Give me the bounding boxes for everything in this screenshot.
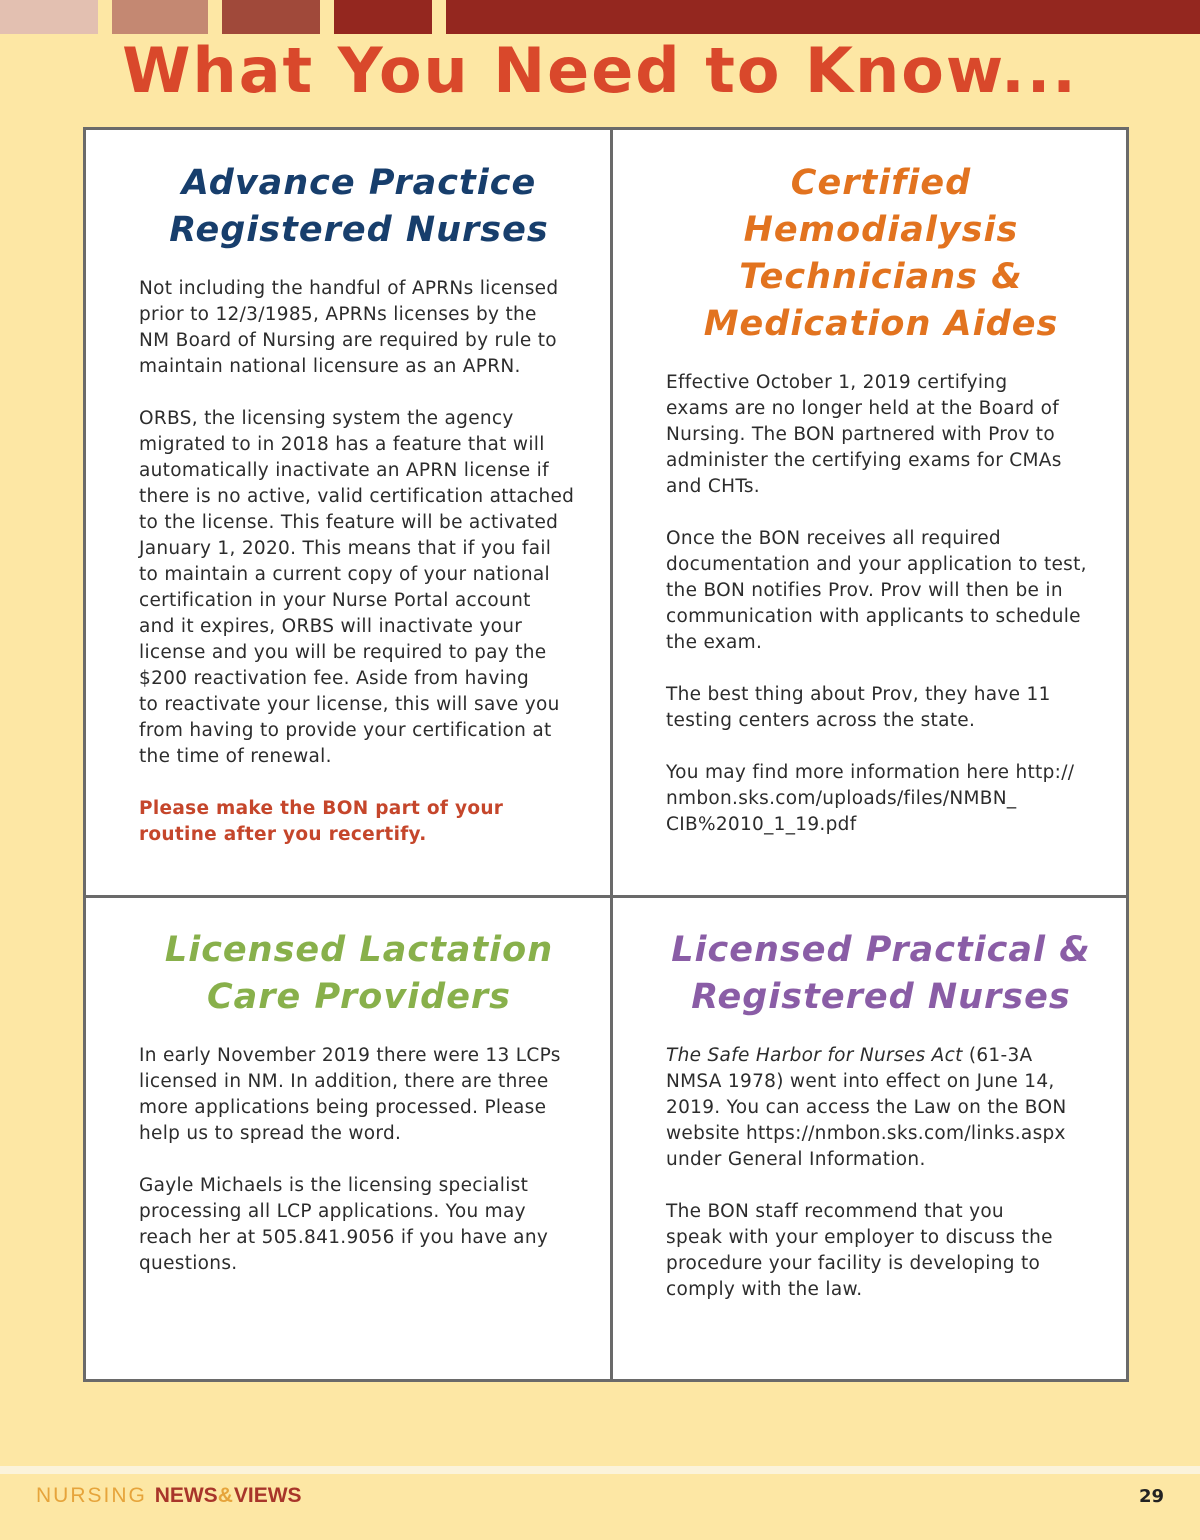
panel-lpn-rn	[666, 927, 1096, 1329]
panel-title: Advance Practice Registered Nurses	[169, 163, 549, 250]
paragraph: Not including the handful of APRNs licensed prior to 12/3/1985, APRNs licenses by the NM Board of Nursing are required by rule to maintain national licensure as an APRN.	[139, 278, 559, 377]
header-color-bar	[112, 0, 208, 34]
footer-divider	[0, 1466, 1200, 1474]
panel-title: Licensed Lactation Care Providers	[164, 930, 554, 1017]
grid-divider-vertical	[610, 130, 613, 1379]
grid-divider-horizontal	[86, 895, 1126, 898]
header-color-bar	[334, 0, 432, 34]
paragraph: The Safe Harbor for Nurses Act (61-3A NMSA 1978) went into effect on June 14, 2019. You can access the Law on the BON website https://nmbon.sks.com/links.aspx under General Information.	[666, 1045, 1067, 1170]
panel-aprn	[139, 160, 579, 874]
paragraph: The BON staff recommend that you speak with your employer to discuss the procedure your facility is developing to comply with the law.	[666, 1201, 1053, 1300]
panel-cht	[666, 160, 1096, 864]
panel-title: Licensed Practical & Registered Nurses	[671, 930, 1091, 1017]
publication-name: NURSING NEWS&VIEWS	[36, 1484, 302, 1507]
paragraph: In early November 2019 there were 13 LCPs licensed in NM. In addition, there are three more applications being processed. Please help us to spread the word.	[139, 1045, 561, 1144]
paragraph: Effective October 1, 2019 certifying exams are no longer held at the Board of Nursing. The BON partnered with Prov to administer the certifying exams for CMAs and CHTs.	[666, 372, 1062, 497]
paragraph: Gayle Michaels is the licensing specialist processing all LCP applications. You may reach her at 505.841.9056 if you have any questions.	[139, 1175, 549, 1274]
header-color-bar	[0, 0, 98, 34]
panel-lcp	[139, 927, 579, 1303]
paragraph: Once the BON receives all required documentation and your application to test, the BON notifies Prov. Prov will then be in communication with applicants to schedule the exam.	[666, 528, 1087, 653]
header-color-bar	[446, 0, 1200, 34]
info-grid	[83, 127, 1129, 1382]
panel-title: Certified Hemodialysis Technicians & Medication Aides	[703, 163, 1059, 344]
paragraph-link[interactable]: You may find more information here http:// nmbon.sks.com/uploads/files/NMBN_ CIB%2010_1_19.pdf	[666, 762, 1075, 835]
page-number: 29	[1138, 1486, 1164, 1507]
header-color-bar	[222, 0, 320, 34]
paragraph: The best thing about Prov, they have 11 testing centers across the state.	[666, 684, 1051, 731]
paragraph: ORBS, the licensing system the agency migrated to in 2018 has a feature that will automatically inactivate an APRN license if there is no active, valid certification attached to the license. This feature will be activated January 1, 2020. This means that if you fail to maintain a current copy of your national certification in your Nurse Portal account and it expires, ORBS will inactivate your license and you will be required to pay the $200 reactivation fee. Aside from having to reactivate your license, this will save you from having to provide your certification at the time of renewal.	[139, 408, 575, 767]
emphasis-note: Please make the BON part of your routine after you recertify.	[139, 798, 504, 845]
page-title: What You Need to Know...	[122, 34, 1078, 107]
